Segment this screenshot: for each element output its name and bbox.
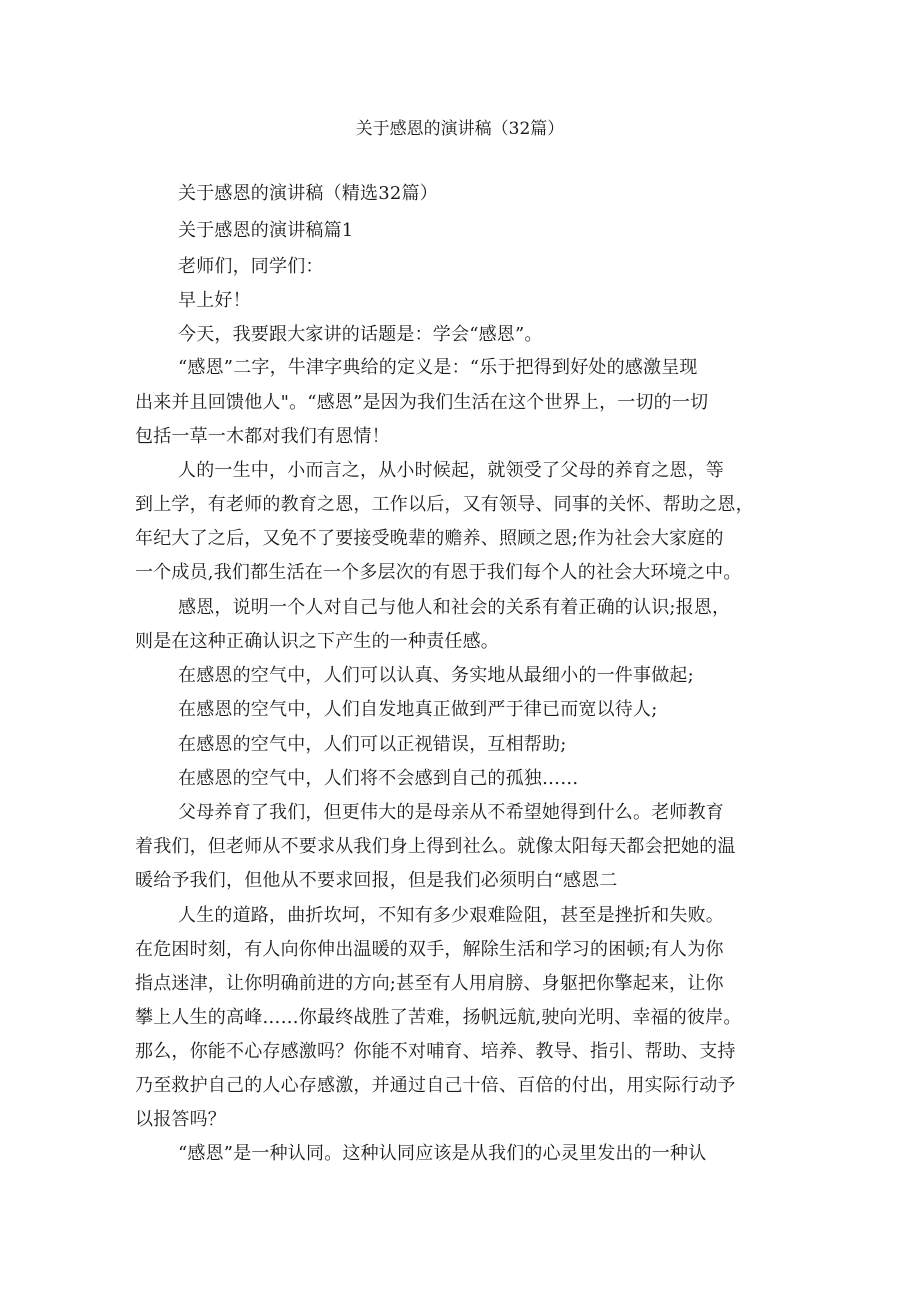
paragraph-line: 乃至救护自己的人心存感激，并通过自己十倍、百倍的付出，用实际行动予 (135, 1075, 736, 1096)
paragraph-line: 以报答吗？ (135, 1109, 226, 1130)
paragraph-line: 老师们，同学们： (178, 256, 324, 277)
paragraph-line: 父母养育了我们，但更伟大的是母亲从不希望她得到什么。老师教育 (178, 802, 724, 823)
paragraph-line: 在危困时刻，有人向你伸出温暖的双手，解除生活和学习的困顿;有人为你 (135, 939, 724, 960)
paragraph-line: 则是在这种正确认识之下产生的一种责任感。 (135, 631, 499, 652)
document-title: 关于感恩的演讲稿（32篇） (355, 119, 565, 139)
paragraph-line: 人生的道路，曲折坎坷，不知有多少艰难险阻，甚至是挫折和失败。 (178, 905, 724, 926)
paragraph-line: 早上好！ (178, 290, 251, 311)
paragraph-line: 关于感恩的演讲稿（精选32篇） (178, 183, 438, 204)
paragraph-line: 关于感恩的演讲稿篇1 (178, 220, 354, 241)
paragraph-line: 在感恩的空气中，人们可以正视错误，互相帮助; (178, 734, 567, 755)
paragraph-line: 一个成员,我们都生活在一个多层次的有恩于我们每个人的社会大环境之中。 (135, 562, 742, 583)
paragraph-line: 感恩，说明一个人对自己与他人和社会的关系有着正确的认识;报恩， (178, 597, 731, 618)
paragraph-line: 暖给予我们，但他从不要求回报，但是我们必须明白“感恩二 (135, 870, 618, 891)
paragraph-line: 指点迷津，让你明确前进的方向;甚至有人用肩膀、身躯把你擎起来，让你 (135, 973, 724, 994)
paragraph-line: “感恩”是一种认同。这种认同应该是从我们的心灵里发出的一种认 (178, 1143, 707, 1164)
paragraph-line: “感恩”二字，牛津字典给的定义是：“乐于把得到好处的感激呈现 (178, 357, 698, 378)
paragraph-line: 出来并且回馈他人"。“感恩”是因为我们生活在这个世界上，一切的一切 (135, 392, 709, 413)
paragraph-line: 包括一草一木都对我们有恩情！ (135, 426, 390, 447)
paragraph-line: 年纪大了之后，又免不了要接受晚辈的赡养、照顾之恩;作为社会大家庭的 (135, 528, 724, 549)
paragraph-line: 到上学，有老师的教育之恩，工作以后，又有领导、同事的关怀、帮助之恩， (135, 494, 754, 515)
paragraph-line: 今天，我要跟大家讲的话题是：学会“感恩”。 (178, 324, 543, 345)
paragraph-line: 在感恩的空气中，人们将不会感到自己的孤独…… (178, 768, 579, 789)
paragraph-line: 着我们，但老师从不要求从我们身上得到社么。就像太阳每天都会把她的温 (135, 836, 736, 857)
paragraph-line: 人的一生中，小而言之，从小时候起，就领受了父母的养育之恩，等 (178, 460, 724, 481)
paragraph-line: 在感恩的空气中，人们可以认真、务实地从最细小的一件事做起; (178, 665, 694, 686)
paragraph-line: 攀上人生的高峰……你最终战胜了苦难，扬帆远航,驶向光明、幸福的彼岸。 (135, 1007, 742, 1028)
paragraph-line: 在感恩的空气中，人们自发地真正做到严于律已而宽以待人; (178, 699, 658, 720)
paragraph-line: 那么，你能不心存感激吗？你能不对哺育、培养、教导、指引、帮助、支持 (135, 1041, 736, 1062)
